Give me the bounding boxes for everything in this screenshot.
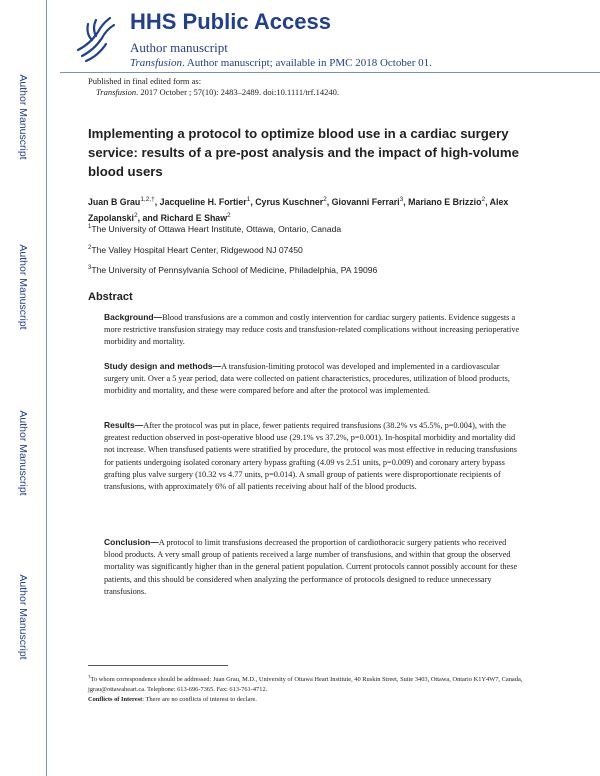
article-title: Implementing a protocol to optimize blood use in a cardiac surgery service: results of a pre-post analysis and the impact of high-volume blood users (88, 126, 519, 179)
affiliation-text: The University of Pennsylvania School of Medicine, Philadelphia, PA 19096 (91, 265, 378, 275)
author-separator: , (326, 196, 332, 207)
author-affiliation-mark: 1,2,† (140, 196, 155, 203)
author-affiliation-mark: 3 (399, 196, 404, 203)
sidebar-label (14, 232, 32, 342)
affiliation-text: The University of Ottawa Heart Institute, Ottawa, Ontario, Canada (91, 224, 342, 234)
citation-journal: Transfusion (96, 87, 137, 97)
affiliation-number: 2 (88, 245, 92, 252)
section-label: Study design and methods— (104, 361, 222, 371)
author: Jacqueline H. Fortier (159, 196, 247, 207)
author-affiliation-mark: 2 (227, 211, 231, 219)
header-availability (130, 57, 432, 69)
sidebar-label (14, 62, 32, 172)
footnote-mark: † (88, 675, 91, 680)
author: Mariano E Brizzio (408, 196, 482, 207)
abstract-conclusion (104, 536, 520, 598)
abstract-results (104, 419, 520, 493)
published-as: Published in final edited form as: (88, 76, 202, 86)
affiliation (88, 224, 341, 234)
author-separator: , (485, 196, 490, 207)
conflicts-of-interest (88, 696, 257, 703)
author-affiliation-mark: 1 (246, 196, 251, 203)
coi-label: Conflicts of Interest (88, 696, 143, 703)
header-subtitle: Author manuscript (130, 40, 228, 55)
sidebar-label-text: Author Manuscript (17, 574, 29, 660)
header-divider (60, 72, 600, 73)
sidebar-label-text: Author Manuscript (17, 74, 29, 160)
author-separator: , (403, 196, 409, 207)
abstract-methods (104, 360, 520, 398)
affiliation (88, 245, 303, 255)
citation (96, 87, 339, 97)
sidebar-label (14, 562, 32, 672)
section-label: Results— (104, 420, 144, 430)
author-separator: , (250, 196, 256, 207)
section-label: Conclusion— (104, 537, 159, 547)
correspondence-text: To whom correspondence should be addressed: Juan Grau, M.D., University of Ottawa Heart Institute, 40 Ruskin Street, Suite 3403, Ottawa, Ontario K1Y4W7, Canada, jgrau@ottawaheart.ca. Telephone: 613-696-7365. Fax: 613-761-4712. (88, 676, 523, 694)
affiliation (88, 265, 377, 275)
author-affiliation-mark: 2 (133, 211, 138, 219)
coi-text: : There are no conflicts of interest to declare. (142, 696, 257, 703)
correspondence-footnote (88, 673, 548, 695)
section-text: Blood transfusions are a common and costly intervention for cardiac surgery patients. Evidence suggests a more restrictive transfusion strategy may reduce costs and transfusion-related complications without increasing perioperative morbidity and mortality. (104, 313, 520, 347)
citation-text: . 2017 October ; 57(10): 2483–2489. doi:10.1111/trf.14240. (136, 87, 339, 97)
affiliation-text: The Valley Hospital Heart Center, Ridgewood NJ 07450 (91, 245, 303, 255)
header-availability-text: . Author manuscript; available in PMC 2018 October 01. (181, 57, 432, 69)
affiliation-number: 1 (88, 224, 92, 231)
affiliation-number: 3 (88, 265, 92, 272)
author: Giovanni Ferrari (331, 196, 400, 207)
author: Alex Zapolanski (88, 196, 509, 223)
author-separator: , and (137, 212, 161, 223)
author: Richard E Shaw (160, 212, 228, 223)
abstract-background (104, 311, 520, 349)
author-affiliation-mark: 2 (481, 196, 486, 203)
section-text: A protocol to limit transfusions decreased the proportion of cardiothoracic surgery patients who received blood products. A very small group of patients received a large number of transfusions, and within that group the observed mortality was significantly higher than in the general patient population. Current protocols cannot possibly account for these patients, and this should be considered when analyzing the performance of protocols designed to reduce unnecessary transfusions. (104, 538, 518, 596)
author: Cyrus Kuschner (255, 196, 324, 207)
header-journal: Transfusion (130, 57, 182, 69)
header-title: HHS Public Access (130, 9, 331, 34)
sidebar-label (14, 398, 32, 508)
sidebar-label-text: Author Manuscript (17, 244, 29, 330)
author: Juan B Grau (88, 196, 141, 207)
author-list (88, 193, 558, 225)
abstract-heading: Abstract (88, 291, 133, 303)
section-text: After the protocol was put in place, fewer patients required transfusions (38.2% vs 45.5%, p=0.004), with the greatest reduction observed in post-operative blood use (29.1% vs 37.2%, p=0.001). In-hospital morbidity and mortality did not increase. When transfused patients were stratified by procedure, the protocol was most effective in reducing transfusions for patients undergoing isolated coronary artery bypass grafting (4.09 vs 2.51 units, p=0.009) and coronary artery bypass grafting plus valve surgery (10.32 vs 4.77 units, p=0.014). A small group of patients were disproportionate recipients of transfusions, with approximately 6% of all patients receiving about half of the blood products. (104, 421, 518, 492)
hhs-eagle-logo-icon (72, 10, 118, 64)
sidebar-label-text: Author Manuscript (17, 410, 29, 496)
author-separator: , (154, 196, 160, 207)
section-text: A transfusion-limiting protocol was developed and implemented in a cardiovascular surgery unit. Over a 5 year period, data were collected on patient characteristics, procedures, utilization of blood products, morbidity and mortality, and these were compared before and after the protocol was implemented. (104, 362, 510, 396)
footnote-rule (88, 665, 228, 666)
left-sidebar (0, 0, 47, 776)
author-affiliation-mark: 2 (323, 196, 327, 203)
section-label: Background— (104, 312, 163, 322)
